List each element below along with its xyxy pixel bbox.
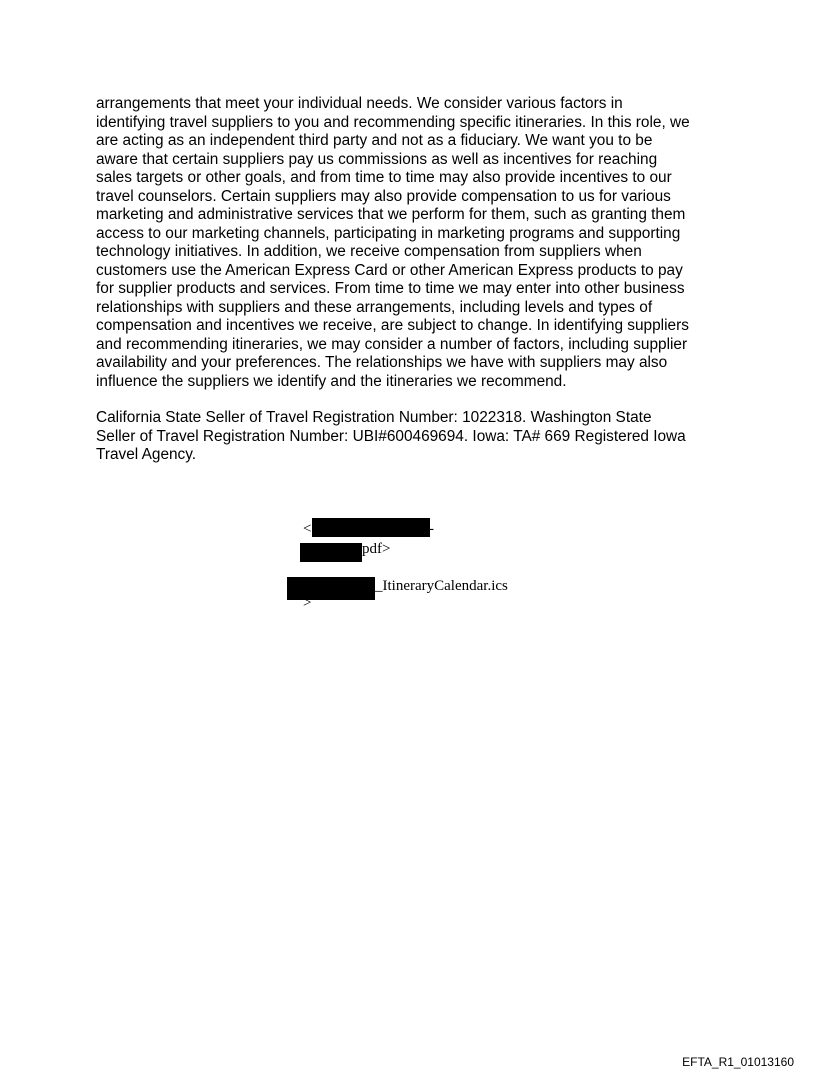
text-line: Travel Agency. xyxy=(96,446,197,463)
document-id-footer: EFTA_R1_01013160 xyxy=(682,1055,794,1069)
text-line: influence the suppliers we identify and the itineraries we recommend. xyxy=(96,372,567,390)
disclosure-paragraph xyxy=(96,95,736,391)
redaction-bar xyxy=(312,518,430,537)
text-line: Seller of Travel Registration Number: UBI#600469694. Iowa: TA# 669 Registered Iowa xyxy=(96,427,686,445)
registration-paragraph xyxy=(96,409,736,465)
attachment-open-bracket: < xyxy=(303,521,312,537)
text-line: availability and your preferences. The relationships we have with suppliers may also xyxy=(96,354,668,371)
text-line: marketing and administrative services that we perform for them, such as granting them xyxy=(96,206,686,223)
text-line: travel counselors. Certain suppliers may also provide compensation to us for various xyxy=(96,187,671,205)
text-line: relationships with suppliers and these arrangements, including levels and types of xyxy=(96,298,653,316)
redaction-bar xyxy=(287,577,375,600)
attachment-close-bracket: > xyxy=(303,595,312,611)
text-line: aware that certain suppliers pay us commissions as well as incentives for reaching xyxy=(96,150,658,168)
text-line: customers use the American Express Card or other American Express products to pay xyxy=(96,261,683,279)
attachment-dash: - xyxy=(429,521,434,537)
attachment-ics-link[interactable]: _ItineraryCalendar.ics xyxy=(375,578,508,594)
redaction-bar xyxy=(300,543,362,562)
text-line: for supplier products and services. From time to time we may enter into other business xyxy=(96,280,685,297)
text-line: compensation and incentives we receive, are subject to change. In identifying suppliers xyxy=(96,317,689,334)
text-line: access to our marketing channels, participating in marketing programs and supporting xyxy=(96,224,681,242)
text-line: and recommending itineraries, we may consider a number of factors, including supplier xyxy=(96,335,688,353)
text-line: sales targets or other goals, and from time to time may also provide incentives to our xyxy=(96,169,672,186)
attachment-pdf-link[interactable]: pdf> xyxy=(362,541,391,557)
text-line: are acting as an independent third party and not as a fiduciary. We want you to be xyxy=(96,132,653,149)
text-line: arrangements that meet your individual needs. We consider various factors in xyxy=(96,95,623,112)
text-line: technology initiatives. In addition, we receive compensation from suppliers when xyxy=(96,243,642,260)
text-line: California State Seller of Travel Registration Number: 1022318. Washington State xyxy=(96,409,652,426)
text-line: identifying travel suppliers to you and recommending specific itineraries. In this role, we xyxy=(96,113,690,131)
